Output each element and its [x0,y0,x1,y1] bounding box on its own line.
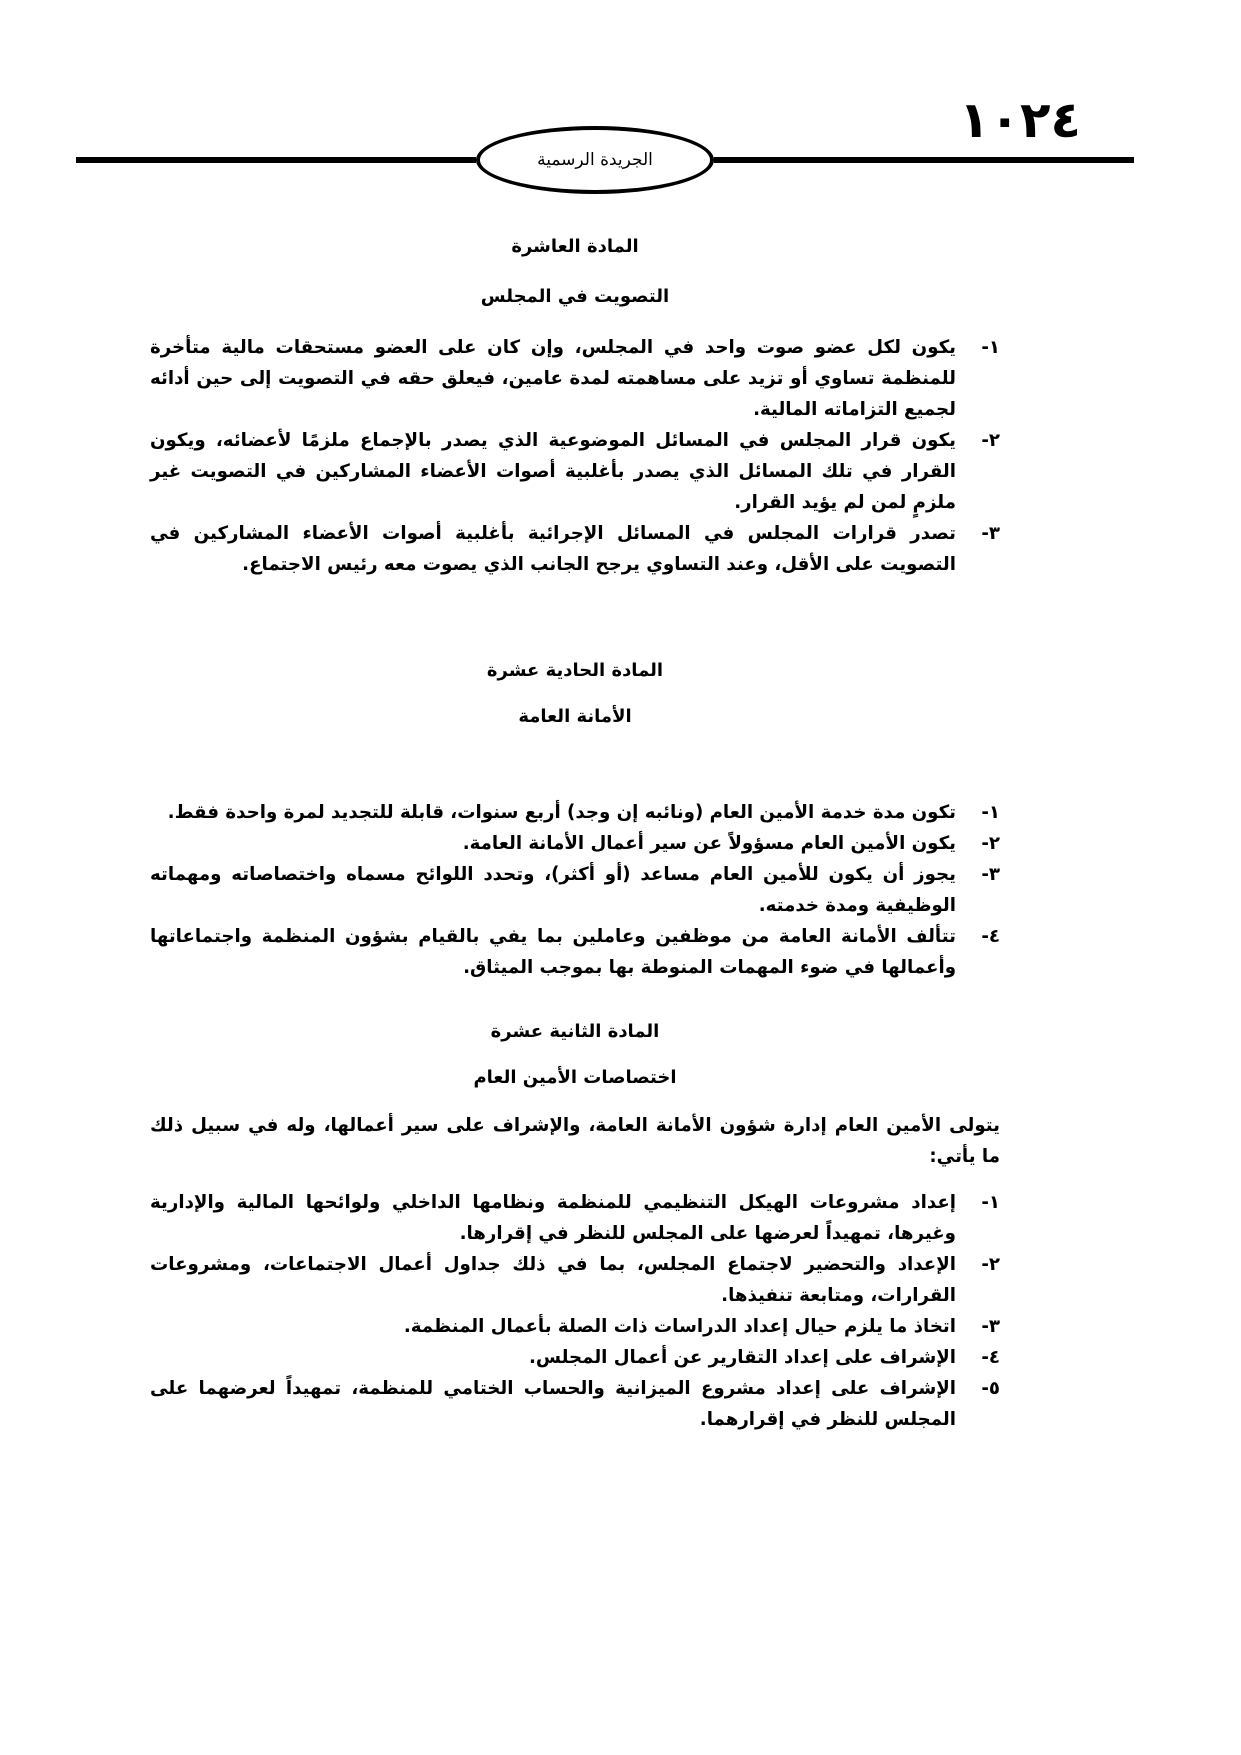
header-rule-right [714,157,1134,163]
item-text: تكون مدة خدمة الأمين العام (ونائبه إن وجد) أربع سنوات، قابلة للتجديد لمرة واحدة فقط. [167,802,956,823]
item-text: يكون قرار المجلس في المسائل الموضوعية الذي يصدر بالإجماع ملزمًا لأعضائه، ويكون القرار في تلك المسائل الذي يصدر بأغلبية أصوات الأعضاء المشاركين في التصويت غير ملزمٍ لمن لم يؤيد القرار. [150,430,956,513]
list-item [150,921,1000,983]
list-item [150,1311,1000,1342]
article11-subtitle: الأمانة العامة [518,706,632,727]
item-text: يجوز أن يكون للأمين العام مساعد (أو أكثر)، وتحدد اللوائح مسماه واختصاصاته ومهماته الوظيفية ومدة خدمته. [150,864,956,916]
list-item [150,332,1000,425]
article12-intro: يتولى الأمين العام إدارة شؤون الأمانة العامة، والإشراف على سير أعمالها، وله في سبيل ذلك ما يأتي: [150,1115,1000,1167]
article12-title: المادة الثانية عشرة [490,1021,660,1042]
gazette-label: الجريدة الرسمية [537,150,653,170]
item-text: اتخاذ ما يلزم حيال إعداد الدراسات ذات الصلة بأعمال المنظمة. [403,1316,956,1337]
item-number: ٤- [981,1347,1000,1368]
list-item [150,518,1000,580]
item-number: ٣- [981,1316,1000,1337]
article10-list [150,332,1000,580]
list-item [150,797,1000,828]
item-text: يكون لكل عضو صوت واحد في المجلس، وإن كان على العضو مستحقات مالية متأخرة للمنظمة تساوي أو تزيد على مساهمته لمدة عامين، فيعلق حقه في التصويت إلى حين أدائه لجميع التزاماته المالية. [150,337,956,420]
item-text: الإشراف على إعداد التقارير عن أعمال المجلس. [529,1347,956,1368]
article12-subtitle: اختصاصات الأمين العام [473,1067,677,1088]
article10-title: المادة العاشرة [511,236,639,257]
page-number: ١٠٢٤ [958,91,1082,149]
item-text: إعداد مشروعات الهيكل التنظيمي للمنظمة ونظامها الداخلي ولوائحها المالية والإدارية وغيرها، تمهيداً لعرضها على المجلس للنظر في إقرارها. [150,1192,956,1244]
item-text: الإعداد والتحضير لاجتماع المجلس، بما في ذلك جداول أعمال الاجتماعات، ومشروعات القرارات، ومتابعة تنفيذها. [150,1254,956,1306]
item-text: يكون الأمين العام مسؤولاً عن سير أعمال الأمانة العامة. [462,833,956,854]
item-number: ٢- [981,833,1000,854]
item-number: ٥- [981,1378,1000,1399]
item-number: ١- [981,1192,1000,1213]
header-rule-left [76,157,476,163]
list-item [150,1373,1000,1435]
list-item [150,1187,1000,1249]
list-item [150,425,1000,518]
item-number: ٢- [981,1254,1000,1275]
item-number: ٢- [981,430,1000,451]
list-item [150,828,1000,859]
item-number: ١- [981,802,1000,823]
article10-subtitle: التصويت في المجلس [480,286,670,307]
gazette-oval [476,126,714,194]
list-item [150,1342,1000,1373]
item-number: ١- [981,337,1000,358]
list-item [150,1249,1000,1311]
item-text: الإشراف على إعداد مشروع الميزانية والحساب الختامي للمنظمة، تمهيداً لعرضهما على المجلس للنظر في إقرارهما. [150,1378,956,1430]
item-number: ٣- [981,864,1000,885]
article11-title: المادة الحادية عشرة [486,660,664,681]
article12-list [150,1187,1000,1435]
item-text: تصدر قرارات المجلس في المسائل الإجرائية بأغلبية أصوات الأعضاء المشاركين في التصويت على الأقل، وعند التساوي يرجح الجانب الذي يصوت معه رئيس الاجتماع. [150,523,956,575]
article11-list [150,797,1000,983]
item-text: تتألف الأمانة العامة من موظفين وعاملين بما يفي بالقيام بشؤون المنظمة واجتماعاتها وأعمالها في ضوء المهمات المنوطة بها بموجب الميثاق. [150,926,956,978]
document-body [150,236,1000,1435]
item-number: ٤- [981,926,1000,947]
list-item [150,859,1000,921]
item-number: ٣- [981,523,1000,544]
